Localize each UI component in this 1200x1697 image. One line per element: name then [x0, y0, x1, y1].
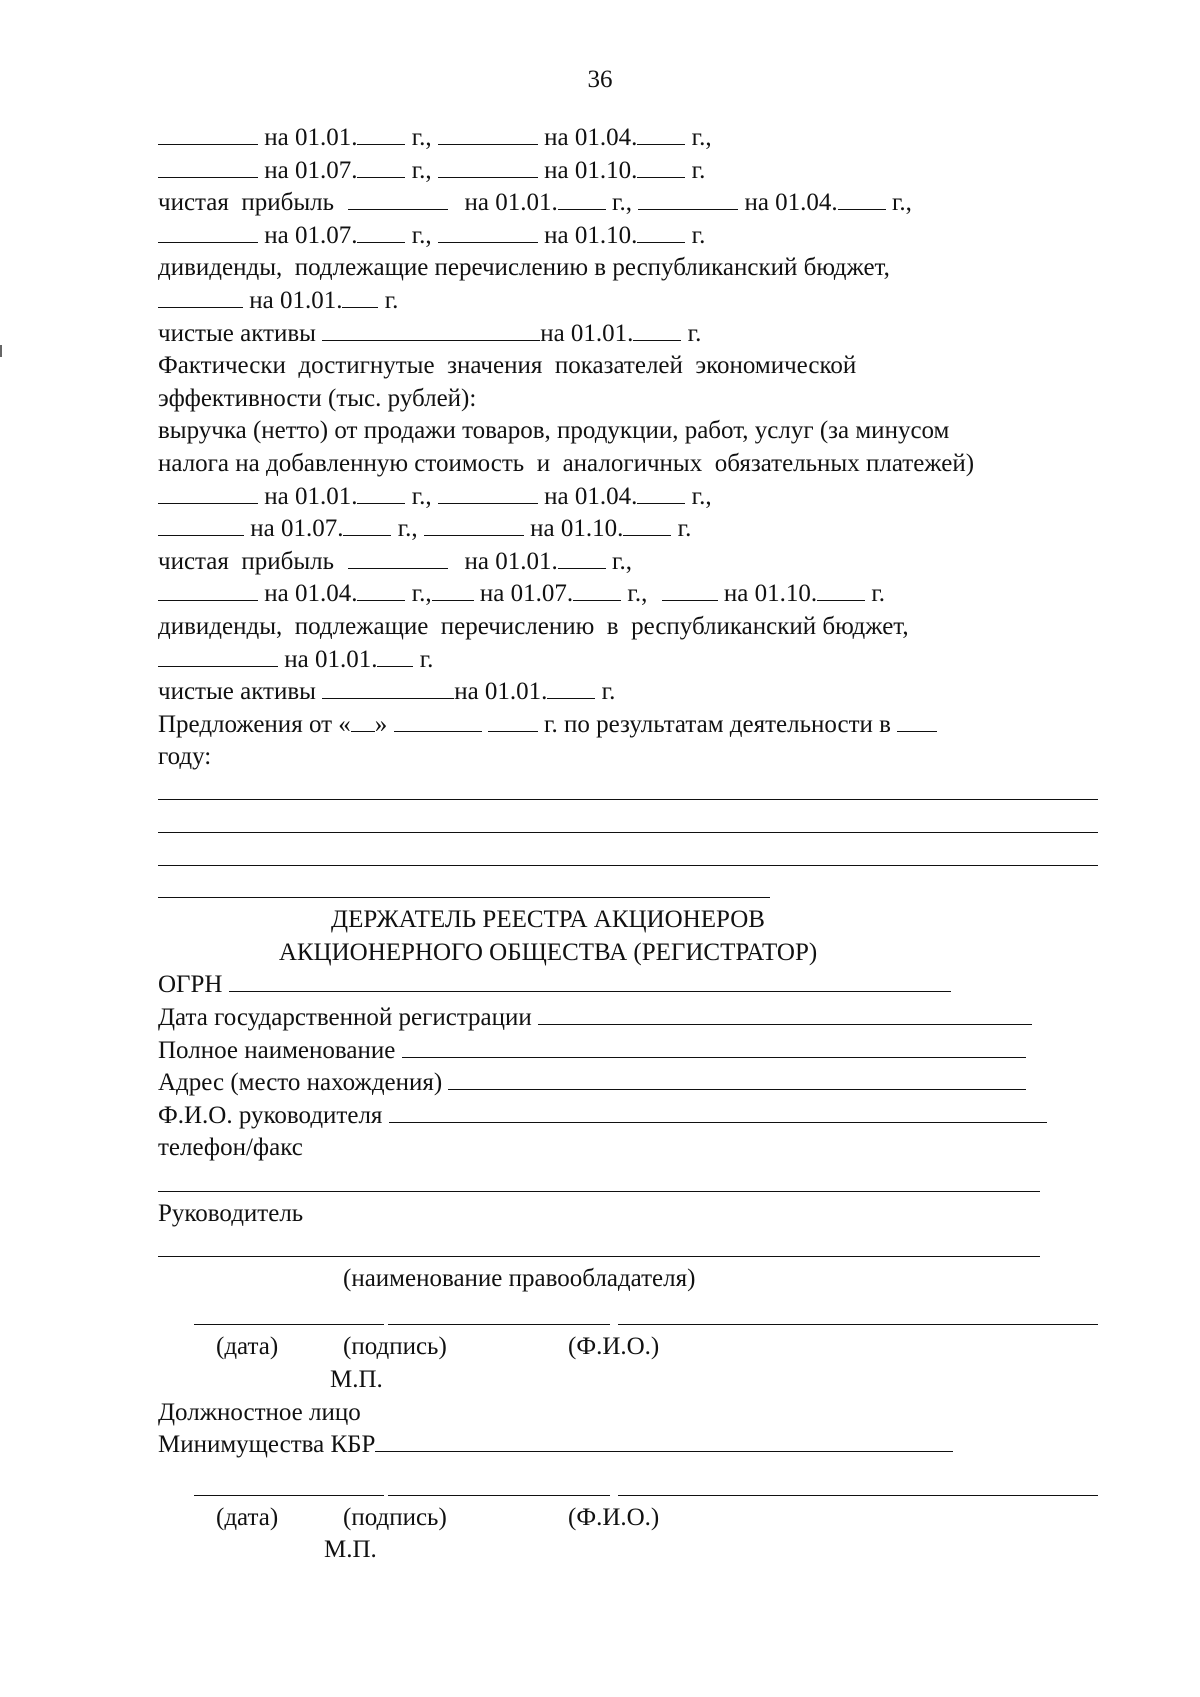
blank-field[interactable] — [638, 189, 738, 210]
holder-caption: (наименование правообладателя) — [343, 1264, 696, 1292]
blank-field[interactable] — [348, 548, 448, 569]
blank-field[interactable] — [573, 580, 621, 601]
blank-field[interactable] — [637, 483, 685, 504]
blank-field[interactable] — [817, 580, 865, 601]
blank-field[interactable] — [158, 222, 258, 243]
blank-field[interactable] — [558, 189, 606, 210]
actual-profit-row: чистая прибыль на 01.01. г., — [158, 547, 632, 575]
scan-margin-mark — [0, 345, 2, 357]
document-body — [158, 122, 1098, 1567]
address-row: Адрес (место нахождения) — [158, 1067, 1098, 1100]
fio-field[interactable] — [618, 1324, 1098, 1325]
actual-heading-line-2: эффективности (тыс. рублей): — [158, 384, 477, 412]
page-number: 36 — [587, 66, 613, 93]
blank-field[interactable] — [158, 483, 258, 504]
stamp-label-1: М.П. — [330, 1365, 383, 1393]
blank-field[interactable] — [838, 189, 886, 210]
planned-dividends-row: на 01.01. г. — [158, 285, 1098, 318]
stamp-label-2: М.П. — [324, 1536, 377, 1564]
planned-quarter-row-2: на 01.07. г., на 01.10. г. — [158, 155, 1098, 188]
proposal-line-2[interactable] — [158, 806, 1098, 839]
blank-field[interactable] — [322, 320, 540, 341]
blank-field[interactable] — [558, 548, 606, 569]
blank-field[interactable] — [662, 580, 718, 601]
reg-date-field[interactable] — [538, 1004, 1032, 1025]
revenue-label-line-1: выручка (нетто) от продажи товаров, продукции, работ, услуг (за минусом — [158, 417, 950, 445]
planned-net-assets-row: чистые активы на 01.01. г. — [158, 319, 702, 347]
proposals-year-label: году: — [158, 743, 212, 771]
blank-field[interactable] — [158, 287, 243, 308]
blank-field[interactable] — [377, 646, 413, 667]
actual-net-assets-row: чистые активы на 01.01. г. — [158, 678, 616, 706]
proposals-row: Предложения от « » г. по результатам деятельности в — [158, 709, 1098, 742]
blank-field[interactable] — [357, 483, 405, 504]
blank-field[interactable] — [637, 222, 685, 243]
phone-field[interactable] — [158, 1165, 1098, 1198]
blank-field[interactable] — [438, 157, 538, 178]
head-label: Руководитель — [158, 1199, 304, 1227]
signature-field-2[interactable] — [388, 1495, 610, 1496]
planned-dividends-label: дивиденды, подлежащие перечислению в республиканский бюджет, — [158, 254, 890, 282]
signature-caption-2: (подпись) — [343, 1503, 447, 1531]
blank-field[interactable] — [357, 157, 405, 178]
blank-field[interactable] — [158, 646, 278, 667]
head-name-row: Ф.И.О. руководителя — [158, 1100, 1098, 1133]
signature-caption: (подпись) — [343, 1333, 447, 1361]
official-name-field[interactable] — [375, 1431, 953, 1452]
planned-profit-row: чистая прибыль на 01.01. г., на 01.04. г., — [158, 189, 912, 217]
address-field[interactable] — [448, 1069, 1026, 1090]
blank-field[interactable] — [897, 711, 937, 732]
actual-heading-line-1: Фактически достигнутые значения показателей экономической — [158, 352, 857, 380]
proposal-line-1[interactable] — [158, 774, 1098, 807]
ogrn-field[interactable] — [229, 971, 951, 992]
date-field-2[interactable] — [194, 1495, 384, 1496]
blank-field[interactable] — [637, 124, 685, 145]
blank-field[interactable] — [342, 287, 378, 308]
full-name-row: Полное наименование — [158, 1035, 1098, 1068]
official-label-1: Должностное лицо — [158, 1398, 361, 1426]
date-caption: (дата) — [216, 1333, 279, 1361]
blank-field[interactable] — [158, 580, 258, 601]
fio-field-2[interactable] — [618, 1495, 1098, 1496]
planned-profit-row-2: на 01.07. г., на 01.10. г. — [158, 220, 1098, 253]
signature-line-2 — [158, 1462, 1098, 1502]
actual-quarter-row-2: на 01.07. г., на 01.10. г. — [158, 513, 1098, 546]
blank-field[interactable] — [394, 711, 482, 732]
blank-field[interactable] — [623, 515, 671, 536]
fio-caption-2: (Ф.И.О.) — [568, 1503, 660, 1531]
signature-captions-1 — [158, 1331, 1098, 1364]
blank-field[interactable] — [357, 222, 405, 243]
holder-name-field[interactable] — [158, 1230, 1098, 1263]
blank-field[interactable] — [357, 124, 405, 145]
actual-profit-row-2: на 01.04. г., на 01.07. г., на 01.10. г. — [158, 578, 1098, 611]
blank-field[interactable] — [322, 678, 454, 699]
blank-field[interactable] — [158, 157, 258, 178]
signature-captions-2 — [158, 1502, 1098, 1535]
phone-label: телефон/факс — [158, 1134, 303, 1162]
blank-field[interactable] — [357, 580, 405, 601]
actual-dividends-row: на 01.01. г. — [158, 644, 1098, 677]
date-caption-2: (дата) — [216, 1503, 279, 1531]
revenue-label-line-2: налога на добавленную стоимость и аналогичных обязательных платежей) — [158, 449, 975, 477]
actual-dividends-label: дивиденды, подлежащие перечислению в республиканский бюджет, — [158, 612, 909, 640]
blank-field[interactable] — [547, 678, 595, 699]
blank-field[interactable] — [438, 222, 538, 243]
signature-field[interactable] — [388, 1324, 610, 1325]
blank-field[interactable] — [488, 711, 538, 732]
registrar-title-line-2: АКЦИОНЕРНОГО ОБЩЕСТВА (РЕГИСТРАТОР) — [278, 938, 818, 966]
head-name-field[interactable] — [389, 1102, 1047, 1123]
blank-field[interactable] — [424, 515, 524, 536]
blank-field[interactable] — [432, 580, 474, 601]
registrar-title-line-1: ДЕРЖАТЕЛЬ РЕЕСТРА АКЦИОНЕРОВ — [331, 906, 765, 934]
blank-field[interactable] — [438, 483, 538, 504]
planned-quarter-row-1: на 01.01. г., на 01.04. г., — [158, 122, 1098, 155]
fio-caption: (Ф.И.О.) — [568, 1333, 660, 1361]
reg-date-row: Дата государственной регистрации — [158, 1002, 1098, 1035]
blank-field[interactable] — [158, 515, 244, 536]
actual-quarter-row-1: на 01.01. г., на 01.04. г., — [158, 481, 1098, 514]
blank-field[interactable] — [348, 189, 448, 210]
blank-field[interactable] — [158, 124, 258, 145]
proposal-line-3[interactable] — [158, 839, 1098, 872]
date-field[interactable] — [194, 1324, 384, 1325]
full-name-field[interactable] — [402, 1037, 1026, 1058]
signature-line-1 — [158, 1295, 1098, 1331]
proposal-line-4[interactable] — [158, 872, 1098, 905]
blank-field[interactable] — [351, 711, 375, 732]
blank-field[interactable] — [343, 515, 391, 536]
ogrn-row: ОГРН — [158, 969, 1098, 1002]
blank-field[interactable] — [633, 320, 681, 341]
official-row: Минимущества КБР — [158, 1429, 1098, 1462]
blank-field[interactable] — [438, 124, 538, 145]
blank-field[interactable] — [637, 157, 685, 178]
